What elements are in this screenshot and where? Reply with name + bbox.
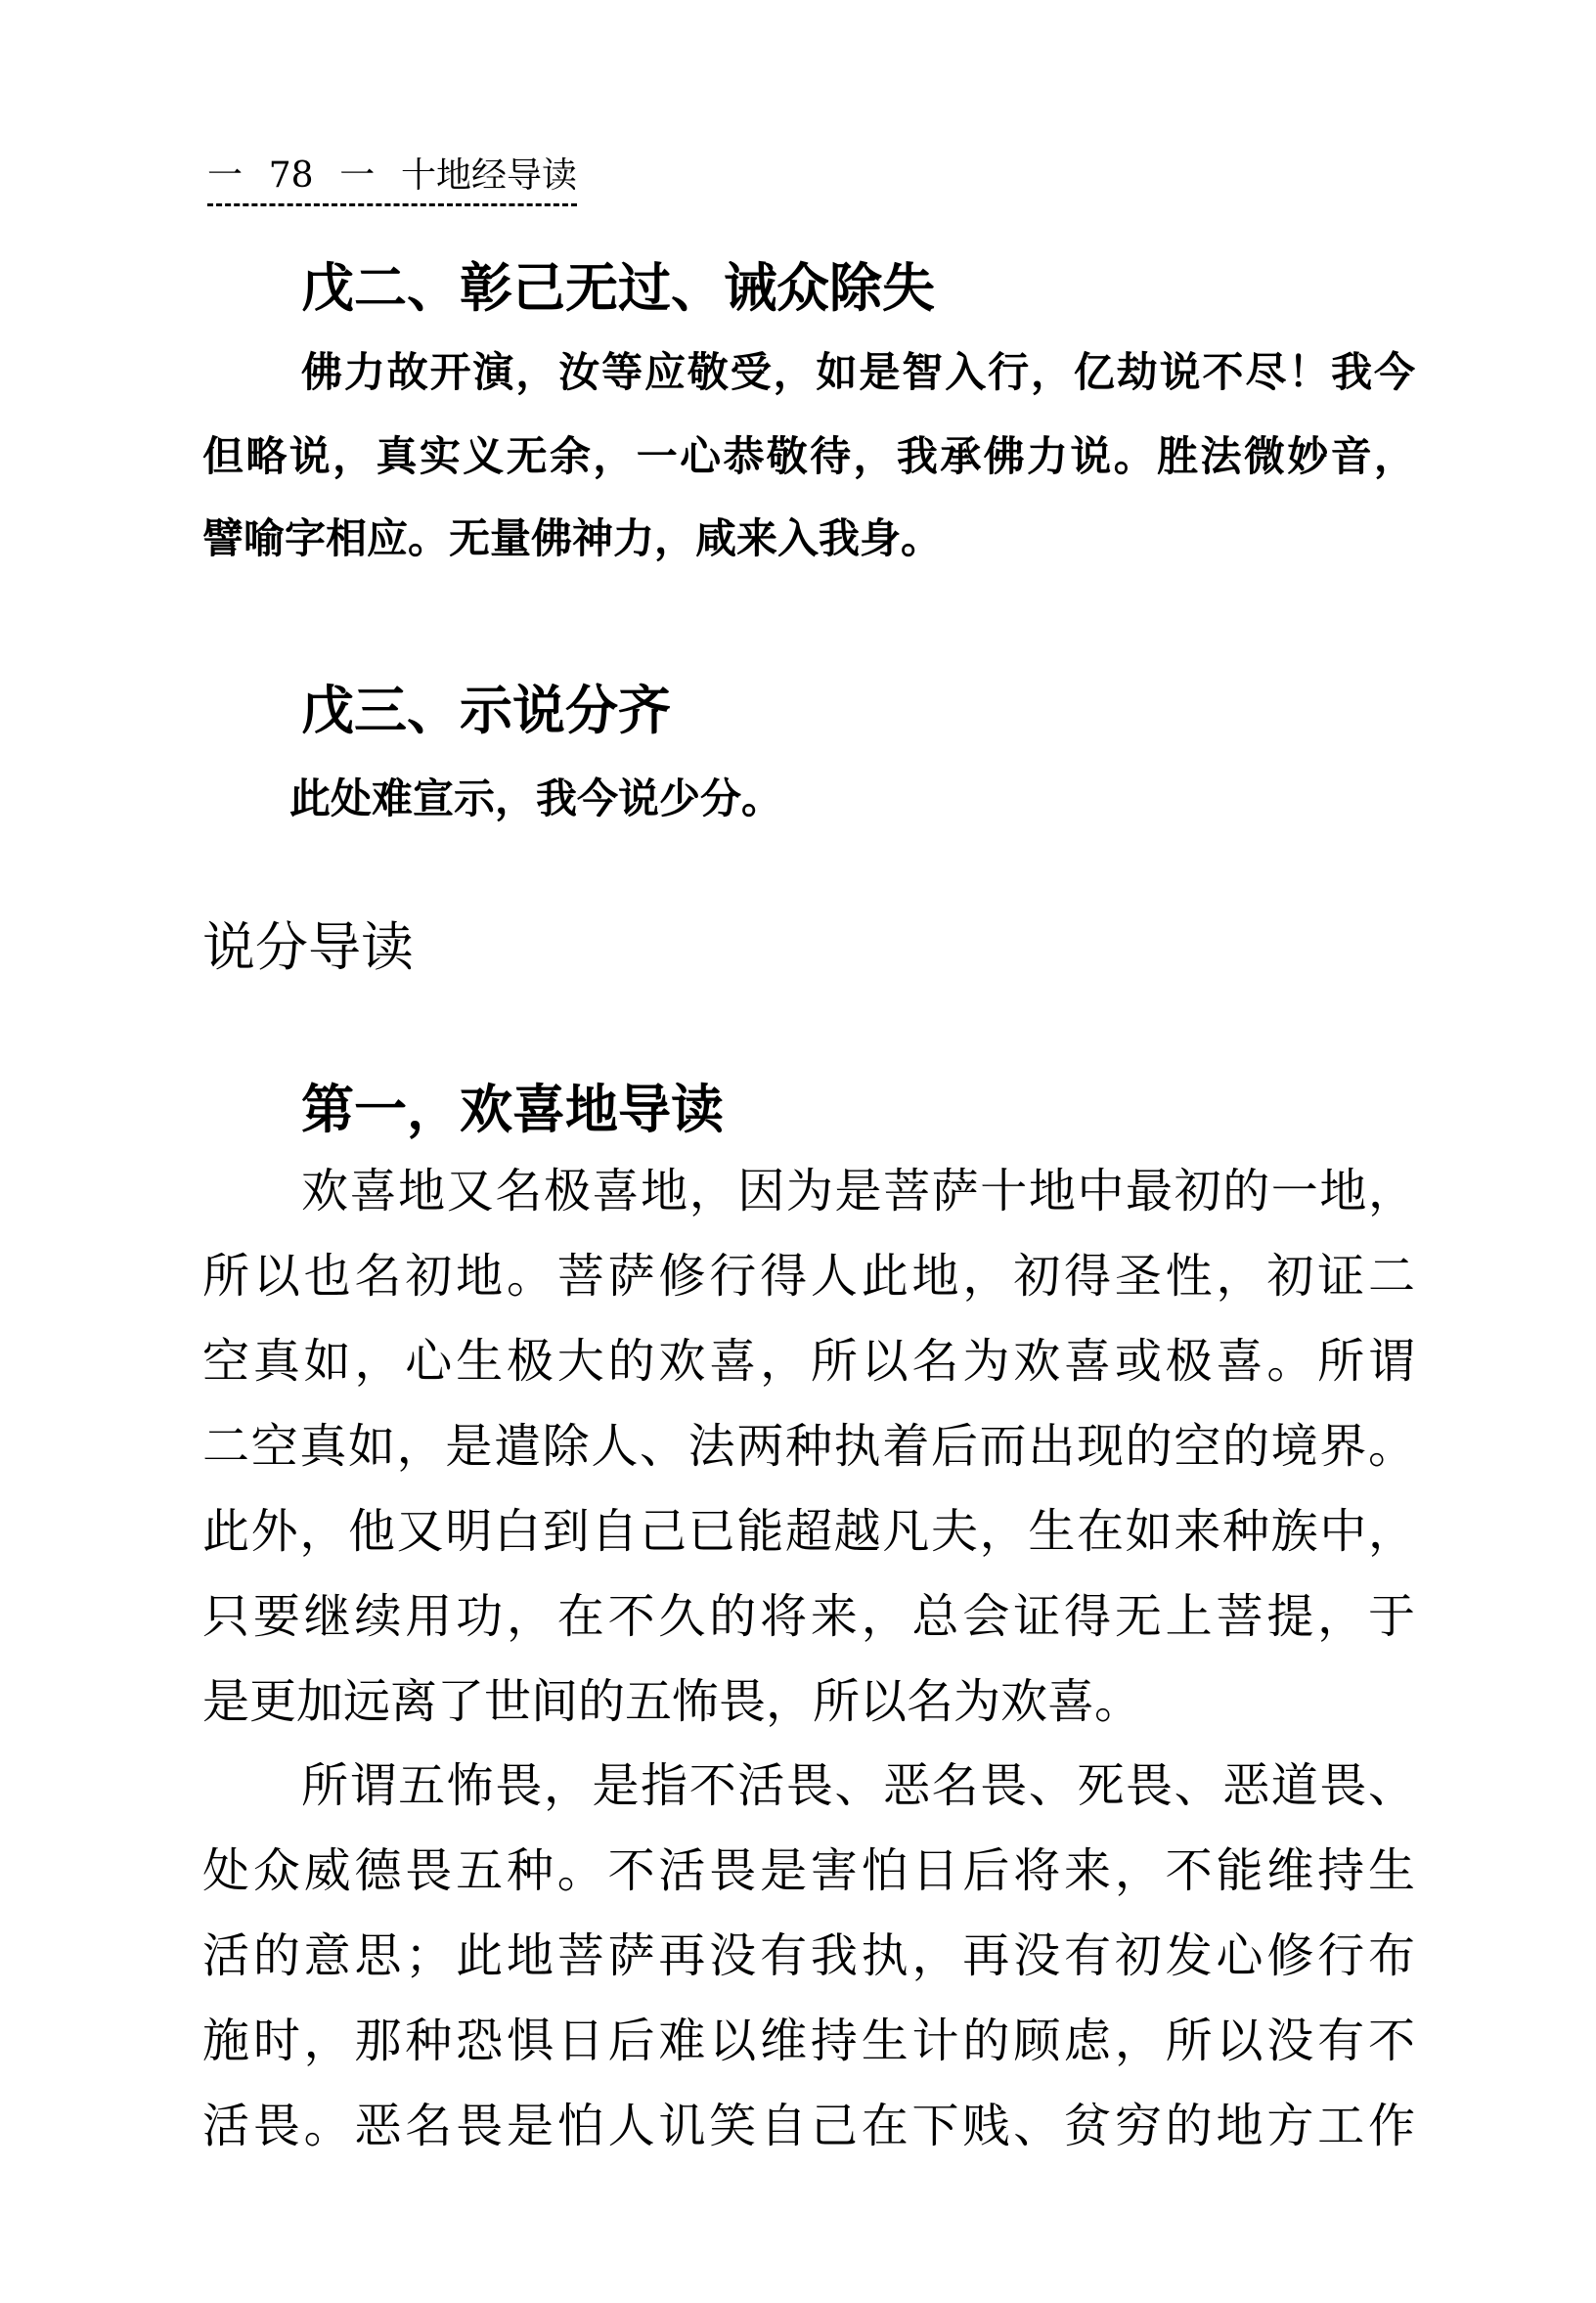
paragraph-line: 二空真如，是遣除人、法两种执着后而出现的空的境界。	[202, 1419, 1415, 1474]
paragraph-line: 所谓五怖畏，是指不活畏、恶名畏、死畏、恶道畏、	[301, 1758, 1415, 1813]
paragraph-line: 处众威德畏五种。不活畏是害怕日后将来，不能维持生	[202, 1843, 1415, 1898]
paragraph-line: 活畏。恶名畏是怕人讥笑自己在下贱、贫穷的地方工作	[202, 2099, 1415, 2153]
paragraph-line: 此外，他又明白到自己已能超越凡夫，生在如来种族中，	[202, 1504, 1415, 1559]
section-heading-wu-san: 戊三、示说分齐	[301, 680, 671, 741]
verse-line: 此处难宣示，我今说少分。	[289, 775, 783, 822]
verse-line: 譬喻字相应。无量佛神力，咸来入我身。	[202, 514, 943, 562]
paragraph-line: 所以也名初地。菩萨修行得人此地，初得圣性，初证二	[202, 1249, 1415, 1304]
page-number: 78	[268, 155, 314, 196]
paragraph-line: 空真如，心生极大的欢喜，所以名为欢喜或极喜。所谓	[202, 1334, 1415, 1389]
chapter-heading: 第一，欢喜地导读	[301, 1079, 724, 1140]
header-dash: 一	[207, 155, 244, 196]
running-header	[207, 155, 577, 206]
section-heading-wu-er: 戊二、彰己无过、诫众除失	[301, 257, 935, 319]
verse-line: 但略说，真实义无余，一心恭敬待，我承佛力说。胜法微妙音，	[202, 432, 1415, 480]
verse-line: 佛力故开演，汝等应敬受，如是智入行，亿劫说不尽！我今	[301, 348, 1415, 396]
paragraph-line: 欢喜地又名极喜地，因为是菩萨十地中最初的一地，	[301, 1164, 1415, 1218]
paragraph-line: 活的意思；此地菩萨再没有我执，再没有初发心修行布	[202, 1928, 1415, 1983]
header-dash: 一	[339, 155, 376, 196]
paragraph-line: 施时，那种恐惧日后难以维持生计的顾虑，所以没有不	[202, 2014, 1415, 2068]
book-title: 十地经导读	[400, 155, 577, 196]
paragraph-line: 是更加远离了世间的五怖畏，所以名为欢喜。	[202, 1674, 1142, 1729]
section-title: 说分导读	[202, 916, 414, 978]
paragraph-line: 只要继续用功，在不久的将来，总会证得无上菩提，于	[202, 1589, 1415, 1644]
